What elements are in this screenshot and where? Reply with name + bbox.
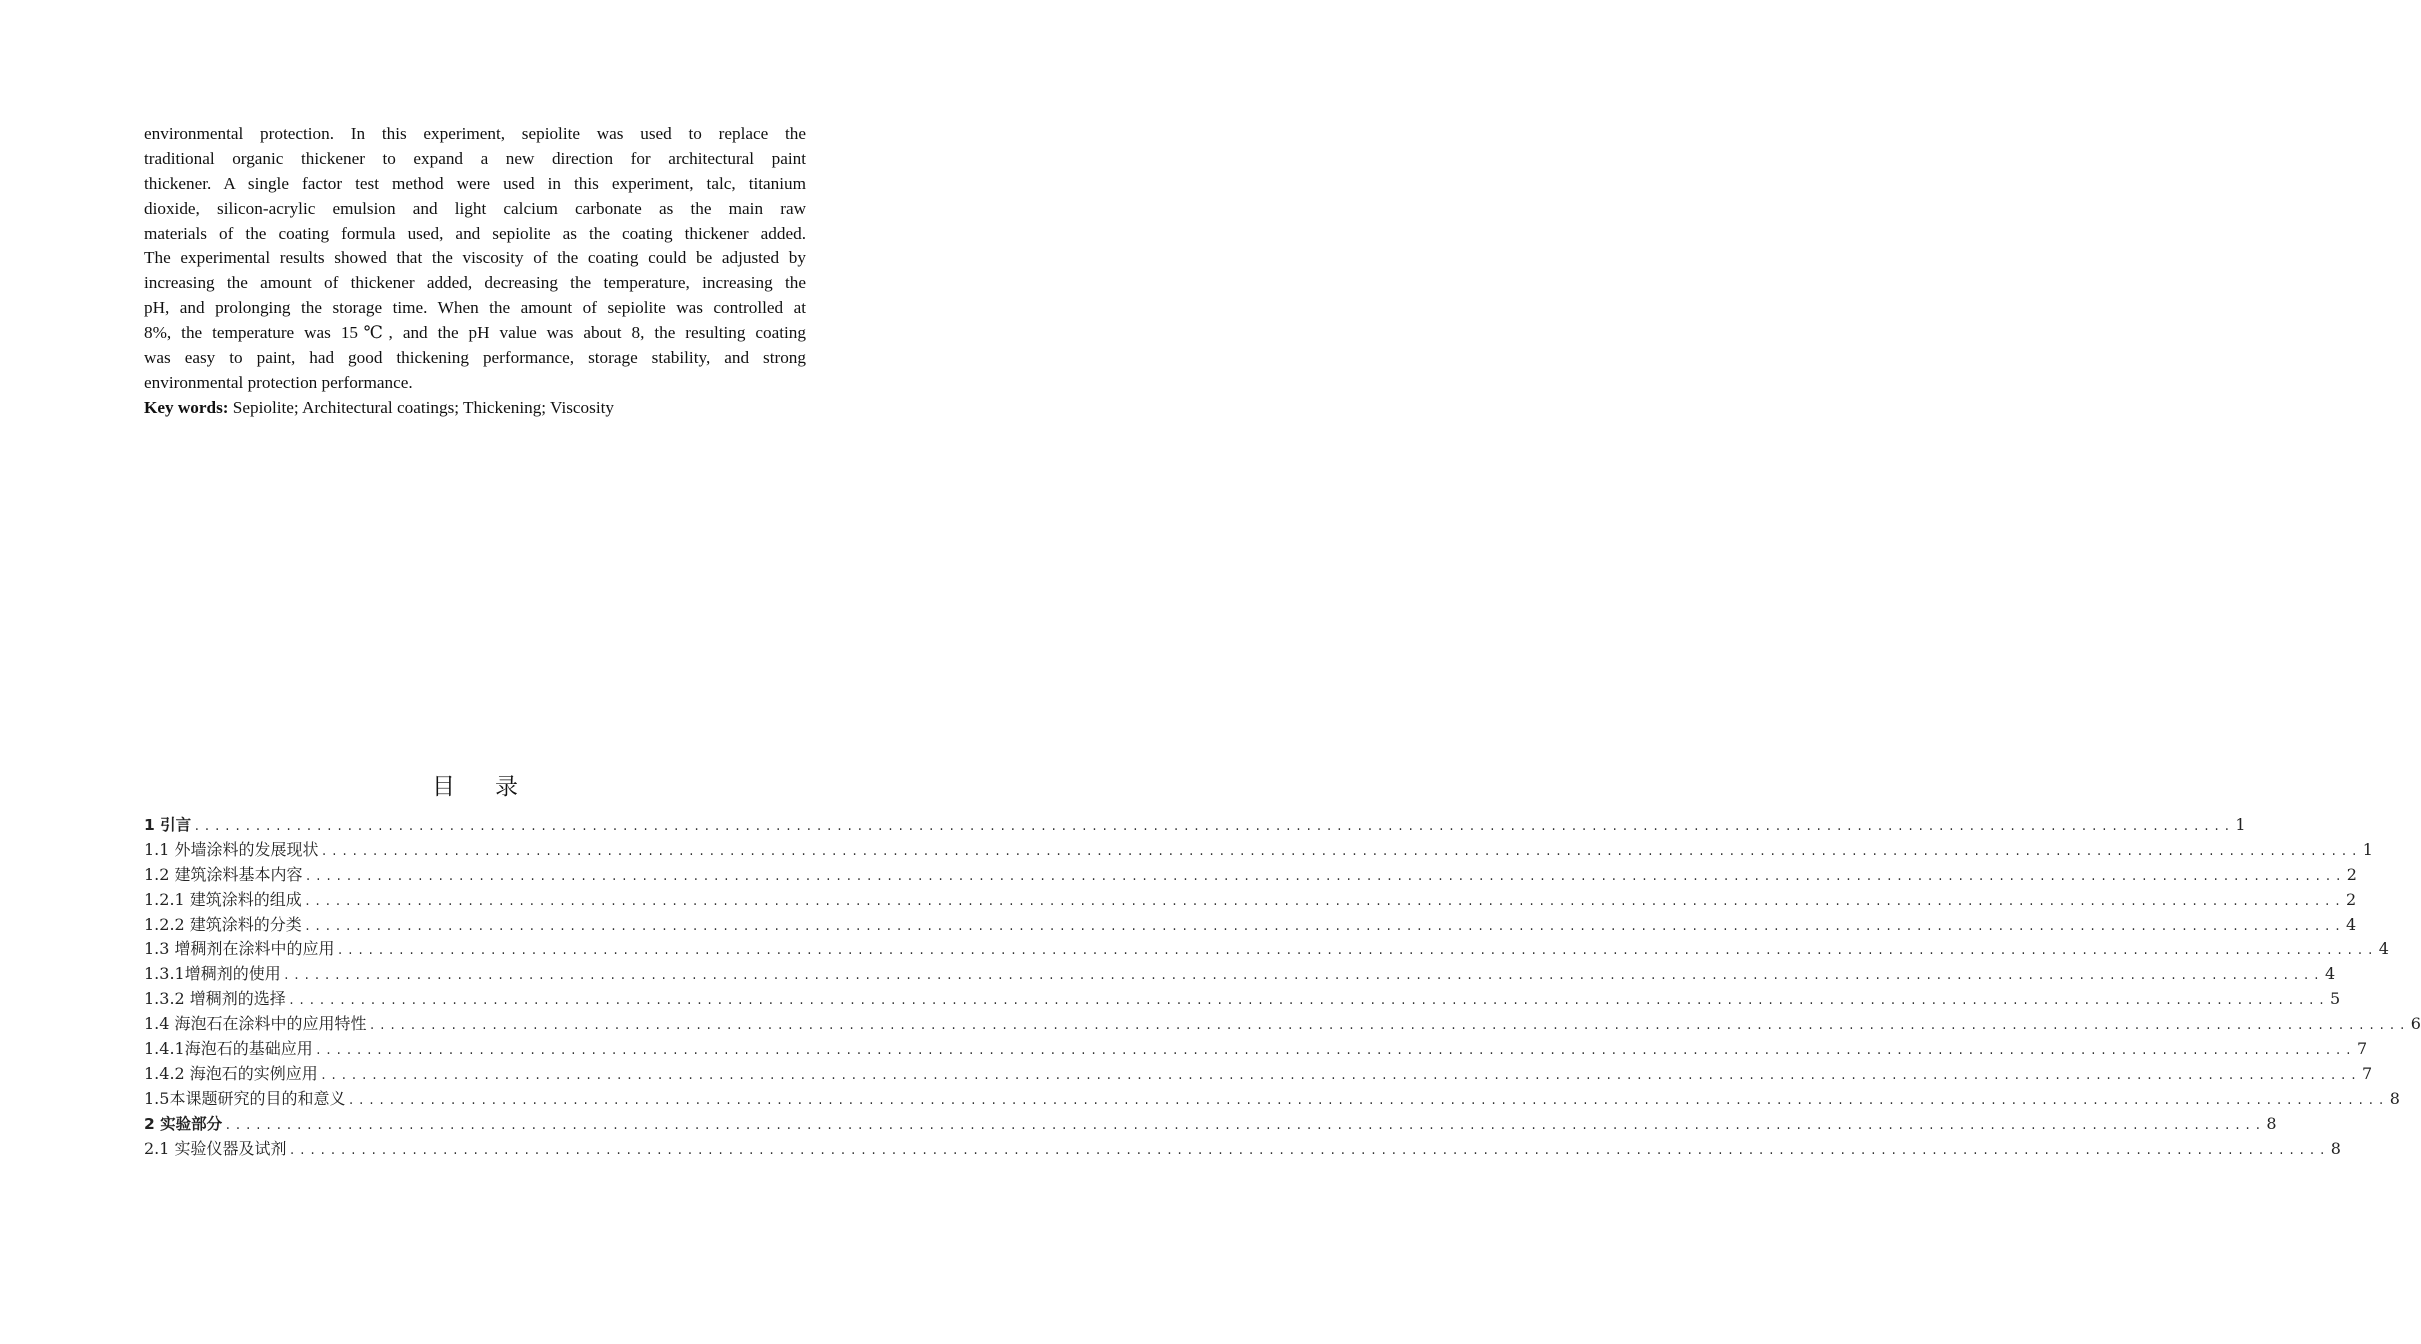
toc-entry-page: 2: [2346, 889, 2357, 909]
toc-entry-page: 4: [2378, 939, 2389, 959]
toc-entry-page: 4: [2346, 914, 2357, 934]
toc-entry-page: 2: [2346, 864, 2357, 884]
toc-entry-title: 1.2 建筑涂料基本内容: [144, 864, 303, 884]
toc-entry-page: 1: [2235, 815, 2246, 834]
toc-entry-page: 8: [2389, 1088, 2400, 1108]
toc-entry-page: 1: [2362, 839, 2373, 859]
toc-entry-title: 1.2.1 建筑涂料的组成: [144, 889, 302, 909]
toc-entry[interactable]: [144, 1087, 2400, 1112]
toc-entry[interactable]: [144, 1112, 2277, 1137]
toc-entry-title: 2 实验部分: [144, 1114, 223, 1133]
toc-entry-title: 1.4.1海泡石的基础应用: [144, 1039, 313, 1059]
toc-leader-dots: ........................................................................................................................................................................................................: [303, 894, 2345, 909]
toc-entry-page: 8: [2330, 1138, 2341, 1158]
toc-leader-dots: ........................................................................................................................................................................................................: [319, 1068, 2361, 1083]
toc-entry[interactable]: [144, 863, 2357, 888]
abstract-line: materials of the coating formula used, and sepiolite as the coating thickener added.: [144, 223, 806, 243]
abstract-line: thickener. A single factor test method were used in this experiment, talc, titanium: [144, 173, 806, 193]
toc-entry-page: 7: [2362, 1063, 2373, 1083]
keywords-text: Sepiolite; Architectural coatings; Thickening; Viscosity: [228, 398, 614, 417]
toc-leader-dots: ........................................................................................................................................................................................................: [304, 869, 2345, 884]
abstract-paragraph: [144, 122, 806, 396]
abstract-line: was easy to paint, had good thickening performance, storage stability, and strong: [144, 348, 806, 368]
toc-entry[interactable]: [144, 813, 2246, 838]
table-of-contents: [144, 813, 2421, 1161]
toc-entry-page: 4: [2324, 964, 2336, 984]
toc-entry-page: 8: [2266, 1113, 2277, 1133]
toc-leader-dots: ........................................................................................................................................................................................................: [287, 994, 2329, 1009]
toc-entry[interactable]: [144, 937, 2389, 962]
abstract-line: pH, and prolonging the storage time. When the amount of sepiolite was controlled at: [144, 298, 806, 318]
toc-leader-dots: ........................................................................................................................................................................................................: [282, 969, 2323, 984]
toc-entry-title: 1 引言: [144, 816, 192, 834]
keywords: [144, 396, 806, 421]
toc-entry-page: 7: [2356, 1039, 2368, 1059]
toc-title-right: 录: [495, 774, 518, 800]
toc-entry[interactable]: [144, 962, 2336, 987]
toc-entry-title: 1.3 增稠剂在涂料中的应用: [144, 939, 335, 959]
toc-leader-dots: ........................................................................................................................................................................................................: [347, 1093, 2388, 1108]
toc-entry-page: 6: [2410, 1014, 2421, 1034]
abstract-line: increasing the amount of thickener added, decreasing the temperature, increasing the: [144, 273, 806, 293]
toc-entry[interactable]: [144, 987, 2341, 1012]
toc-entry-title: 1.2.2 建筑涂料的分类: [144, 914, 302, 934]
toc-leader-dots: ........................................................................................................................................................................................................: [314, 1044, 2355, 1059]
abstract-line: 8%, the temperature was 15℃, and the pH value was about 8, the resulting coating: [144, 323, 806, 343]
toc-entry-page: 5: [2330, 989, 2341, 1009]
toc-entry[interactable]: [144, 1037, 2368, 1062]
toc-leader-dots: ........................................................................................................................................................................................................: [224, 1118, 2265, 1133]
toc-leader-dots: ........................................................................................................................................................................................................: [320, 844, 2361, 859]
toc-entry-title: 2.1 实验仪器及试剂: [144, 1138, 287, 1158]
toc-leader-dots: ........................................................................................................................................................................................................: [336, 944, 2377, 959]
toc-entry[interactable]: [144, 913, 2357, 938]
toc-leader-dots: ........................................................................................................................................................................................................: [303, 919, 2345, 934]
abstract-line: traditional organic thickener to expand a new direction for architectural paint: [144, 148, 806, 168]
toc-leader-dots: ........................................................................................................................................................................................................: [288, 1143, 2329, 1158]
toc-entry-title: 1.3.2 增稠剂的选择: [144, 989, 286, 1009]
toc-entry[interactable]: [144, 1012, 2421, 1037]
toc-title-left: 目: [432, 774, 455, 800]
toc-entry-title: 1.4 海泡石在涂料中的应用特性: [144, 1014, 367, 1034]
toc-entry-title: 1.1 外墙涂料的发展现状: [144, 839, 319, 859]
toc-leader-dots: ........................................................................................................................................................................................................: [193, 820, 2234, 834]
abstract-line: environmental protection performance.: [144, 372, 413, 392]
toc-leader-dots: ........................................................................................................................................................................................................: [368, 1019, 2409, 1034]
keywords-label: Key words:: [144, 398, 229, 417]
toc-title: [0, 768, 950, 801]
abstract-line: The experimental results showed that the viscosity of the coating could be adjusted by: [144, 248, 806, 268]
toc-entry-title: 1.5本课题研究的目的和意义: [144, 1088, 346, 1108]
toc-entry-title: 1.4.2 海泡石的实例应用: [144, 1063, 318, 1083]
toc-entry[interactable]: [144, 1062, 2373, 1087]
toc-entry[interactable]: [144, 838, 2373, 863]
toc-entry-title: 1.3.1增稠剂的使用: [144, 964, 281, 984]
abstract-line: environmental protection. In this experiment, sepiolite was used to replace the: [144, 124, 806, 143]
toc-entry[interactable]: [144, 1137, 2341, 1162]
toc-entry[interactable]: [144, 888, 2357, 913]
abstract-line: dioxide, silicon-acrylic emulsion and light calcium carbonate as the main raw: [144, 198, 806, 218]
